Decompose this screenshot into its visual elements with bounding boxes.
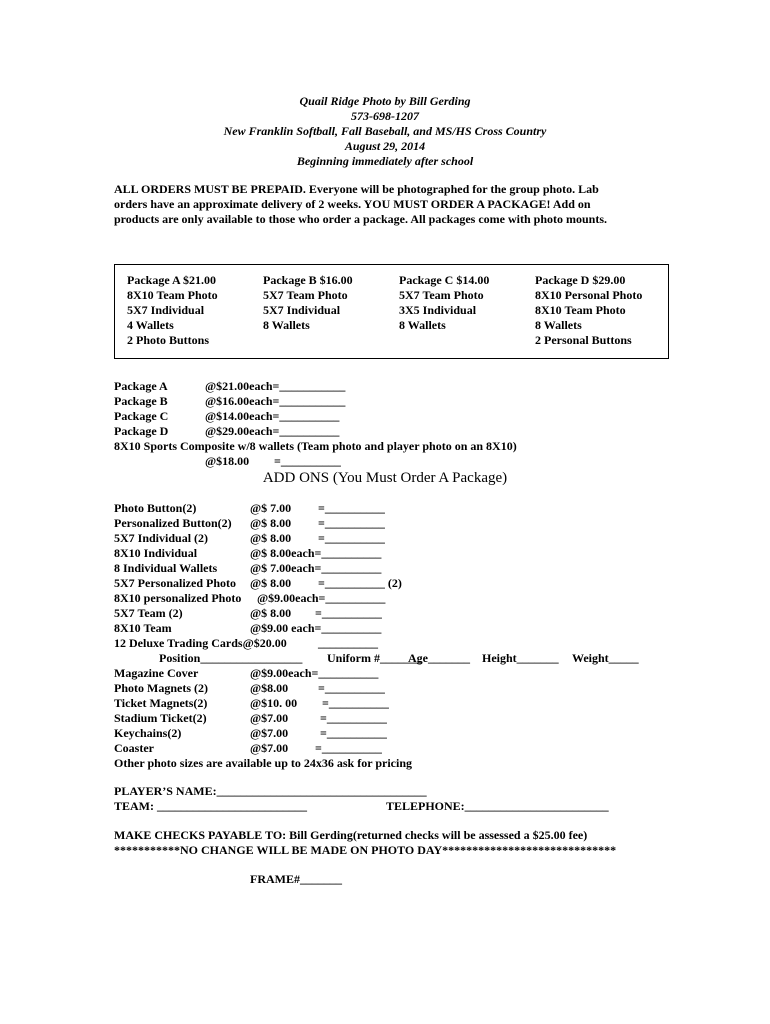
intro-paragraph	[114, 182, 674, 227]
addon-price: @$ 8.00each=__________	[250, 546, 382, 560]
package-d-item: 8X10 Team Photo	[535, 303, 626, 317]
team-field[interactable]: TEAM: _________________________	[114, 799, 307, 813]
addon-personalized-button[interactable]	[114, 516, 674, 531]
addon-name: Photo Button(2)	[114, 501, 197, 515]
addon-blank[interactable]: =__________	[318, 531, 385, 545]
addon-5x7-personalized[interactable]	[114, 576, 674, 591]
package-c-item: 8 Wallets	[399, 318, 446, 332]
addon-blank[interactable]: =__________	[318, 516, 385, 530]
order-item-name: Package A	[114, 379, 168, 393]
addons-list	[114, 501, 674, 771]
photo-time: Beginning immediately after school	[296, 154, 474, 168]
addon-name: Magazine Cover	[114, 666, 199, 680]
addon-price: @$ 8.00	[250, 516, 292, 530]
photo-date: August 29, 2014	[344, 139, 426, 153]
addon-price: @$9.00each=__________	[257, 591, 386, 605]
addon-price: @$ 8.00	[250, 531, 292, 545]
addon-name: 8X10 Team	[114, 621, 172, 635]
addon-blank[interactable]: =__________	[320, 711, 387, 725]
addon-trading-cards[interactable]	[114, 636, 674, 651]
addon-blank[interactable]: =__________	[318, 681, 385, 695]
package-a-column	[127, 273, 218, 348]
no-change-text: ***********NO CHANGE WILL BE MADE ON PHOTO DAY*****************************	[114, 843, 617, 857]
package-b-item: 5X7 Individual	[263, 303, 341, 317]
order-item-price: @$21.00each=___________	[205, 379, 346, 393]
package-d-item: 8 Wallets	[535, 318, 582, 332]
order-line-package-d[interactable]	[114, 424, 674, 439]
phone-number: 573-698-1207	[351, 109, 419, 123]
addon-individual-wallets[interactable]	[114, 561, 674, 576]
addon-price: @$ 8.00	[250, 606, 292, 620]
addon-price: @$ 8.00	[250, 576, 292, 590]
composite-description	[114, 439, 674, 454]
addon-coaster[interactable]	[114, 741, 674, 756]
uniform-field[interactable]: Uniform #_______	[327, 651, 422, 665]
addon-price: @$8.00	[250, 681, 289, 695]
addon-name: 8 Individual Wallets	[114, 561, 218, 575]
package-c-title: Package C $14.00	[399, 273, 490, 287]
order-item-price: @$16.00each=___________	[205, 394, 346, 408]
company-name: Quail Ridge Photo by Bill Gerding	[299, 94, 471, 108]
package-a-item: 4 Wallets	[127, 318, 174, 332]
addon-price: @$ 7.00	[250, 501, 292, 515]
package-a-item: 5X7 Individual	[127, 303, 205, 317]
package-a-title: Package A $21.00	[127, 273, 216, 287]
addon-price: @$7.00	[250, 726, 289, 740]
addon-photo-magnets[interactable]	[114, 681, 674, 696]
player-name-label[interactable]: PLAYER’S NAME:___________________________________	[114, 784, 427, 798]
addon-blank[interactable]: =__________	[318, 501, 385, 515]
addons-heading: ADD ONS (You Must Order A Package)	[262, 470, 508, 486]
package-a-item: 8X10 Team Photo	[127, 288, 218, 302]
package-c-column	[399, 273, 489, 333]
package-b-item: 8 Wallets	[263, 318, 310, 332]
telephone-field[interactable]: TELEPHONE:________________________	[386, 799, 609, 813]
no-change-note	[114, 843, 694, 858]
addon-price: @$9.00 each=__________	[250, 621, 382, 635]
addon-magazine-cover[interactable]	[114, 666, 674, 681]
intro-line: products are only available to those who order a package. All packages come with photo mounts.	[114, 212, 608, 226]
addon-name: Stadium Ticket(2)	[114, 711, 207, 725]
addon-name: Photo Magnets (2)	[114, 681, 208, 695]
addon-keychains[interactable]	[114, 726, 674, 741]
addon-name: Ticket Magnets(2)	[114, 696, 208, 710]
order-item-name: Package D	[114, 424, 169, 438]
package-d-title: Package D $29.00	[535, 273, 626, 287]
addon-stadium-ticket[interactable]	[114, 711, 674, 726]
other-sizes-text: Other photo sizes are available up to 24x36 ask for pricing	[114, 756, 413, 770]
position-field[interactable]: Position_________________	[159, 651, 303, 665]
frame-field[interactable]	[114, 872, 694, 887]
checks-text: MAKE CHECKS PAYABLE TO: Bill Gerding(returned checks will be assessed a $25.00 fee)	[114, 828, 588, 842]
height-field[interactable]: Height_______	[482, 651, 559, 665]
customer-info-section	[114, 784, 694, 887]
addon-8x10-team[interactable]	[114, 621, 674, 636]
addon-blank[interactable]: =__________	[315, 741, 382, 755]
package-order-lines	[114, 379, 674, 469]
trading-card-details[interactable]	[114, 651, 674, 666]
addon-name: 12 Deluxe Trading Cards@$20.00	[114, 636, 287, 650]
composite-blank[interactable]: =__________	[274, 454, 341, 468]
package-c-item: 5X7 Team Photo	[399, 288, 484, 302]
package-b-item: 5X7 Team Photo	[263, 288, 348, 302]
addon-name: Personalized Button(2)	[114, 516, 232, 530]
order-item-name: Package B	[114, 394, 168, 408]
order-item-name: Package C	[114, 409, 169, 423]
form-header	[0, 94, 770, 169]
package-b-title: Package B $16.00	[263, 273, 353, 287]
order-line-composite[interactable]	[114, 454, 674, 469]
addon-8x10-personalized[interactable]	[114, 591, 674, 606]
package-a-item: 2 Photo Buttons	[127, 333, 210, 347]
addon-name: 8X10 personalized Photo	[114, 591, 242, 605]
addon-8x10-individual[interactable]	[114, 546, 674, 561]
weight-field[interactable]: Weight_____	[572, 651, 639, 665]
order-line-package-c[interactable]	[114, 409, 674, 424]
package-b-column	[263, 273, 353, 333]
addon-price: @$ 7.00each=__________	[250, 561, 382, 575]
composite-text: 8X10 Sports Composite w/8 wallets (Team photo and player photo on an 8X10)	[114, 439, 517, 453]
package-d-item: 8X10 Personal Photo	[535, 288, 643, 302]
player-name-field[interactable]	[114, 784, 694, 799]
teams-line: New Franklin Softball, Fall Baseball, and MS/HS Cross Country	[223, 124, 547, 138]
addon-price: @$10. 00	[250, 696, 298, 710]
order-line-package-b[interactable]	[114, 394, 674, 409]
other-sizes-note	[114, 756, 674, 771]
addon-name: 8X10 Individual	[114, 546, 198, 560]
addon-blank[interactable]: =__________	[320, 726, 387, 740]
package-c-item: 3X5 Individual	[399, 303, 477, 317]
addon-name: 5X7 Team (2)	[114, 606, 183, 620]
addon-name: Coaster	[114, 741, 154, 755]
addon-name: 5X7 Individual (2)	[114, 531, 209, 545]
checks-note	[114, 828, 694, 843]
order-item-price: @$14.00each=__________	[205, 409, 340, 423]
addon-blank[interactable]: __________	[318, 636, 378, 650]
package-d-column	[535, 273, 642, 348]
addon-price: @$7.00	[250, 741, 289, 755]
addon-price: @$7.00	[250, 711, 289, 725]
addon-5x7-team[interactable]	[114, 606, 674, 621]
team-telephone-row[interactable]	[114, 799, 694, 814]
frame-label[interactable]: FRAME#_______	[250, 872, 342, 886]
addon-ticket-magnets[interactable]	[114, 696, 674, 711]
intro-line: ALL ORDERS MUST BE PREPAID. Everyone will be photographed for the group photo. Lab	[114, 182, 599, 196]
intro-line: orders have an approximate delivery of 2 weeks. YOU MUST ORDER A PACKAGE! Add on	[114, 197, 591, 211]
addon-photo-button[interactable]	[114, 501, 674, 516]
addon-blank[interactable]: =__________ (2)	[318, 576, 402, 590]
addon-name: 5X7 Personalized Photo	[114, 576, 236, 590]
order-line-package-a[interactable]	[114, 379, 674, 394]
addon-name: Keychains(2)	[114, 726, 182, 740]
order-item-price: @$29.00each=__________	[205, 424, 340, 438]
package-d-item: 2 Personal Buttons	[535, 333, 632, 347]
addon-blank[interactable]: =__________	[322, 696, 389, 710]
addon-5x7-individual[interactable]	[114, 531, 674, 546]
packages-box	[114, 264, 669, 359]
addon-blank[interactable]: =__________	[315, 606, 382, 620]
age-field[interactable]: Age_______	[408, 651, 470, 665]
composite-price: @$18.00	[205, 454, 250, 468]
addon-price: @$9.00each=__________	[250, 666, 379, 680]
